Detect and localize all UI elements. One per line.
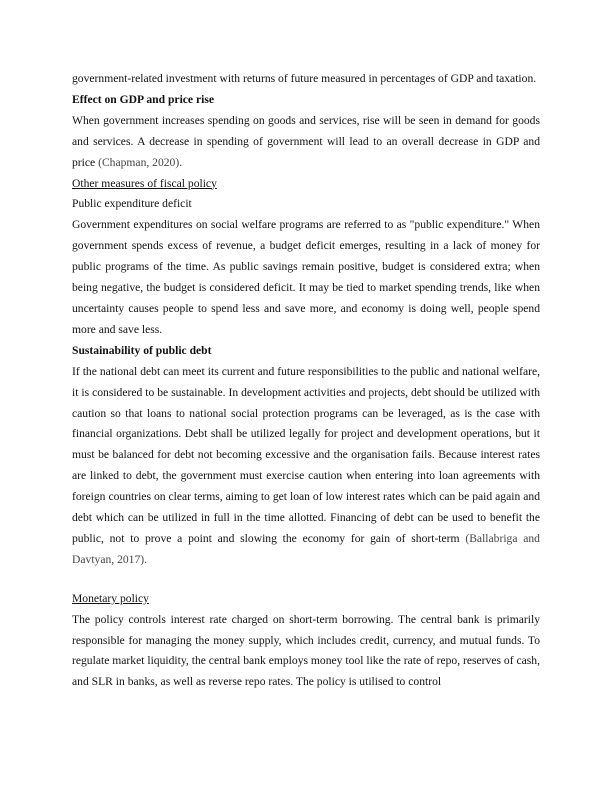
sustainability-paragraph <box>72 362 540 571</box>
citation-ballabriga: (Ballabriga and Davtyan, 2017). <box>72 531 540 566</box>
heading-other-measures: Other measures of fiscal policy <box>72 176 217 190</box>
intro-paragraph: government-related investment with returns of future measured in percentages of GDP and taxation. <box>72 72 537 85</box>
heading-monetary-policy: Monetary policy <box>72 591 149 605</box>
heading-effect-gdp: Effect on GDP and price rise <box>72 92 215 106</box>
effect-paragraph <box>72 111 540 174</box>
public-expenditure-paragraph: Government expenditures on social welfare programs are referred to as "public expenditure." When government spends excess of revenue, a budget deficit emerges, resulting in a lack of money for public programs of the time. As public savings remain positive, budget is considered extra; when being negative, the budget is considered deficit. It may be tied to market spending trends, like when uncertainty causes people to spend less and save more, and economy is doing well, people spend more and save less. <box>72 218 540 336</box>
spacer <box>72 571 540 589</box>
heading-sustainability: Sustainability of public debt <box>72 343 212 357</box>
citation-chapman: (Chapman, 2020). <box>98 155 183 169</box>
monetary-paragraph: The policy controls interest rate charged on short-term borrowing. The central bank is primarily responsible for managing the money supply, which includes credit, currency, and mutual funds. To regulate market liquidity, the central bank employs money tool like the rate of repo, reserves of cash, and SLR in banks, as well as reverse repo rates. The policy is utilised to control <box>72 612 540 689</box>
sustainability-text: If the national debt can meet its current and future responsibilities to the public and national welfare, it is considered to be sustainable. In development activities and projects, debt should be utilized with caution so that loans to national social protection programs can be leveraged, as is the case with financial organizations. Debt shall be utilized legally for project and development operations, but it must be balanced for debt not becoming excessive and the organisation fails. Because interest rates are linked to debt, the government must exercise caution when entering into loan agreements with foreign countries on clear terms, aiming to get loan of low interest rates which can be paid again and debt which can be utilized in full in the time allotted. Financing of debt can be used to benefit the public, not to prove a point and slowing the economy for gain of short-term <box>72 364 540 545</box>
subheading-public-expenditure: Public expenditure deficit <box>72 197 192 211</box>
effect-text: When government increases spending on goods and services, rise will be seen in demand for goods and services. A decrease in spending of government will lead to an overall decrease in GDP and price <box>72 113 540 169</box>
